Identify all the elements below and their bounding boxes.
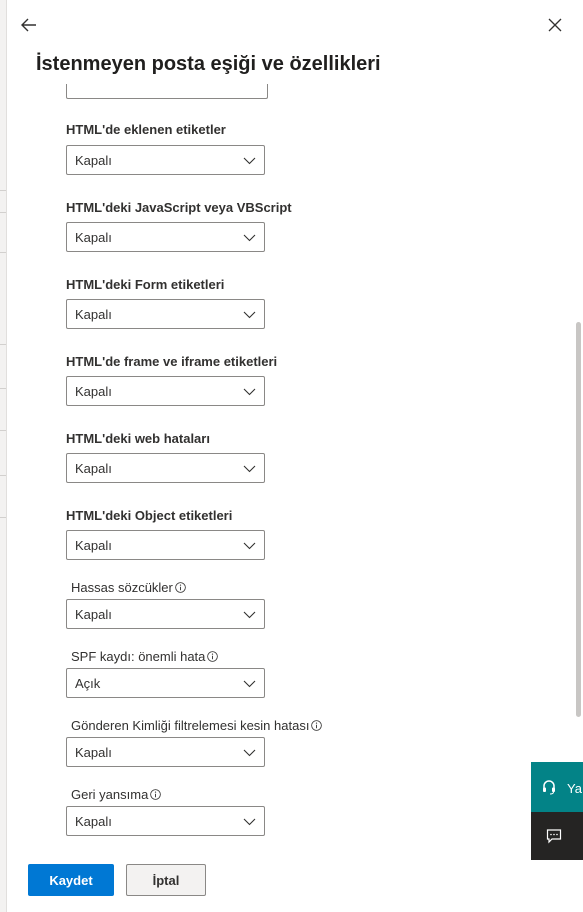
- field-label-text: Hassas sözcükler: [71, 580, 173, 595]
- partial-dropdown[interactable]: [66, 84, 268, 99]
- divider: [0, 475, 6, 476]
- background-page-edge: [0, 0, 7, 912]
- feedback-icon: [546, 828, 562, 844]
- chevron-down-icon: [243, 462, 256, 475]
- dropdown-value: Kapalı: [75, 814, 112, 829]
- divider: [0, 212, 6, 213]
- chevron-down-icon: [243, 154, 256, 167]
- chevron-down-icon: [243, 308, 256, 321]
- field-label-sensitive-words: [71, 580, 186, 595]
- field-label-web-bugs: HTML'deki web hataları: [66, 431, 210, 446]
- info-icon[interactable]: [207, 651, 218, 662]
- field-label-spf-hard-fail: [71, 649, 218, 664]
- field-label-frame-tags: HTML'de frame ve iframe etiketleri: [66, 354, 278, 369]
- divider: [0, 517, 6, 518]
- info-icon[interactable]: [175, 582, 186, 593]
- help-tab[interactable]: [531, 762, 583, 812]
- help-tab-label: Ya: [567, 781, 582, 796]
- chevron-down-icon: [243, 746, 256, 759]
- chevron-down-icon: [243, 539, 256, 552]
- divider: [0, 388, 6, 389]
- dropdown-value: Kapalı: [75, 607, 112, 622]
- feedback-tab[interactable]: [531, 812, 583, 860]
- field-label-text: SPF kaydı: önemli hata: [71, 649, 206, 664]
- panel-title: İstenmeyen posta eşiği ve özellikleri: [36, 53, 381, 75]
- close-icon[interactable]: [546, 16, 564, 34]
- field-label-object-tags: HTML'deki Object etiketleri: [66, 508, 233, 523]
- dropdown-value: Kapalı: [75, 153, 112, 168]
- dropdown-value: Kapalı: [75, 384, 112, 399]
- cancel-button[interactable]: İptal: [126, 864, 206, 896]
- info-icon[interactable]: [150, 789, 161, 800]
- field-label-backscatter: [71, 787, 161, 802]
- divider: [0, 344, 6, 345]
- chevron-down-icon: [243, 815, 256, 828]
- dropdown-value: Açık: [75, 676, 101, 691]
- dropdown-sender-id-filtering[interactable]: [66, 737, 265, 767]
- dropdown-sensitive-words[interactable]: [66, 599, 265, 629]
- headset-icon: [541, 779, 557, 795]
- dropdown-value: Kapalı: [75, 307, 112, 322]
- dropdown-frame-tags[interactable]: [66, 376, 265, 406]
- back-arrow-icon[interactable]: [19, 15, 39, 35]
- dropdown-web-bugs[interactable]: [66, 453, 265, 483]
- field-label-sender-id-filtering: [71, 718, 322, 733]
- divider: [0, 430, 6, 431]
- scrollbar-thumb[interactable]: [576, 322, 581, 717]
- chevron-down-icon: [243, 677, 256, 690]
- divider: [0, 252, 6, 253]
- field-label-text: Geri yansıma: [71, 787, 149, 802]
- dropdown-spf-hard-fail[interactable]: [66, 668, 265, 698]
- dropdown-value: Kapalı: [75, 230, 112, 245]
- dropdown-value: Kapalı: [75, 538, 112, 553]
- save-button[interactable]: Kaydet: [28, 864, 114, 896]
- field-label-embed-tags: HTML'de eklenen etiketler: [66, 122, 226, 137]
- divider: [0, 190, 6, 191]
- dropdown-value: Kapalı: [75, 461, 112, 476]
- dropdown-embed-tags[interactable]: [66, 145, 265, 175]
- chevron-down-icon: [243, 608, 256, 621]
- chevron-down-icon: [243, 231, 256, 244]
- info-icon[interactable]: [311, 720, 322, 731]
- field-label-text: Gönderen Kimliği filtrelemesi kesin hatası: [71, 718, 310, 733]
- dropdown-value: Kapalı: [75, 745, 112, 760]
- chevron-down-icon: [243, 385, 256, 398]
- field-label-javascript: HTML'deki JavaScript veya VBScript: [66, 200, 292, 215]
- dropdown-backscatter[interactable]: [66, 806, 265, 836]
- dropdown-javascript[interactable]: [66, 222, 265, 252]
- dropdown-object-tags[interactable]: [66, 530, 265, 560]
- field-label-form-tags: HTML'deki Form etiketleri: [66, 277, 225, 292]
- dropdown-form-tags[interactable]: [66, 299, 265, 329]
